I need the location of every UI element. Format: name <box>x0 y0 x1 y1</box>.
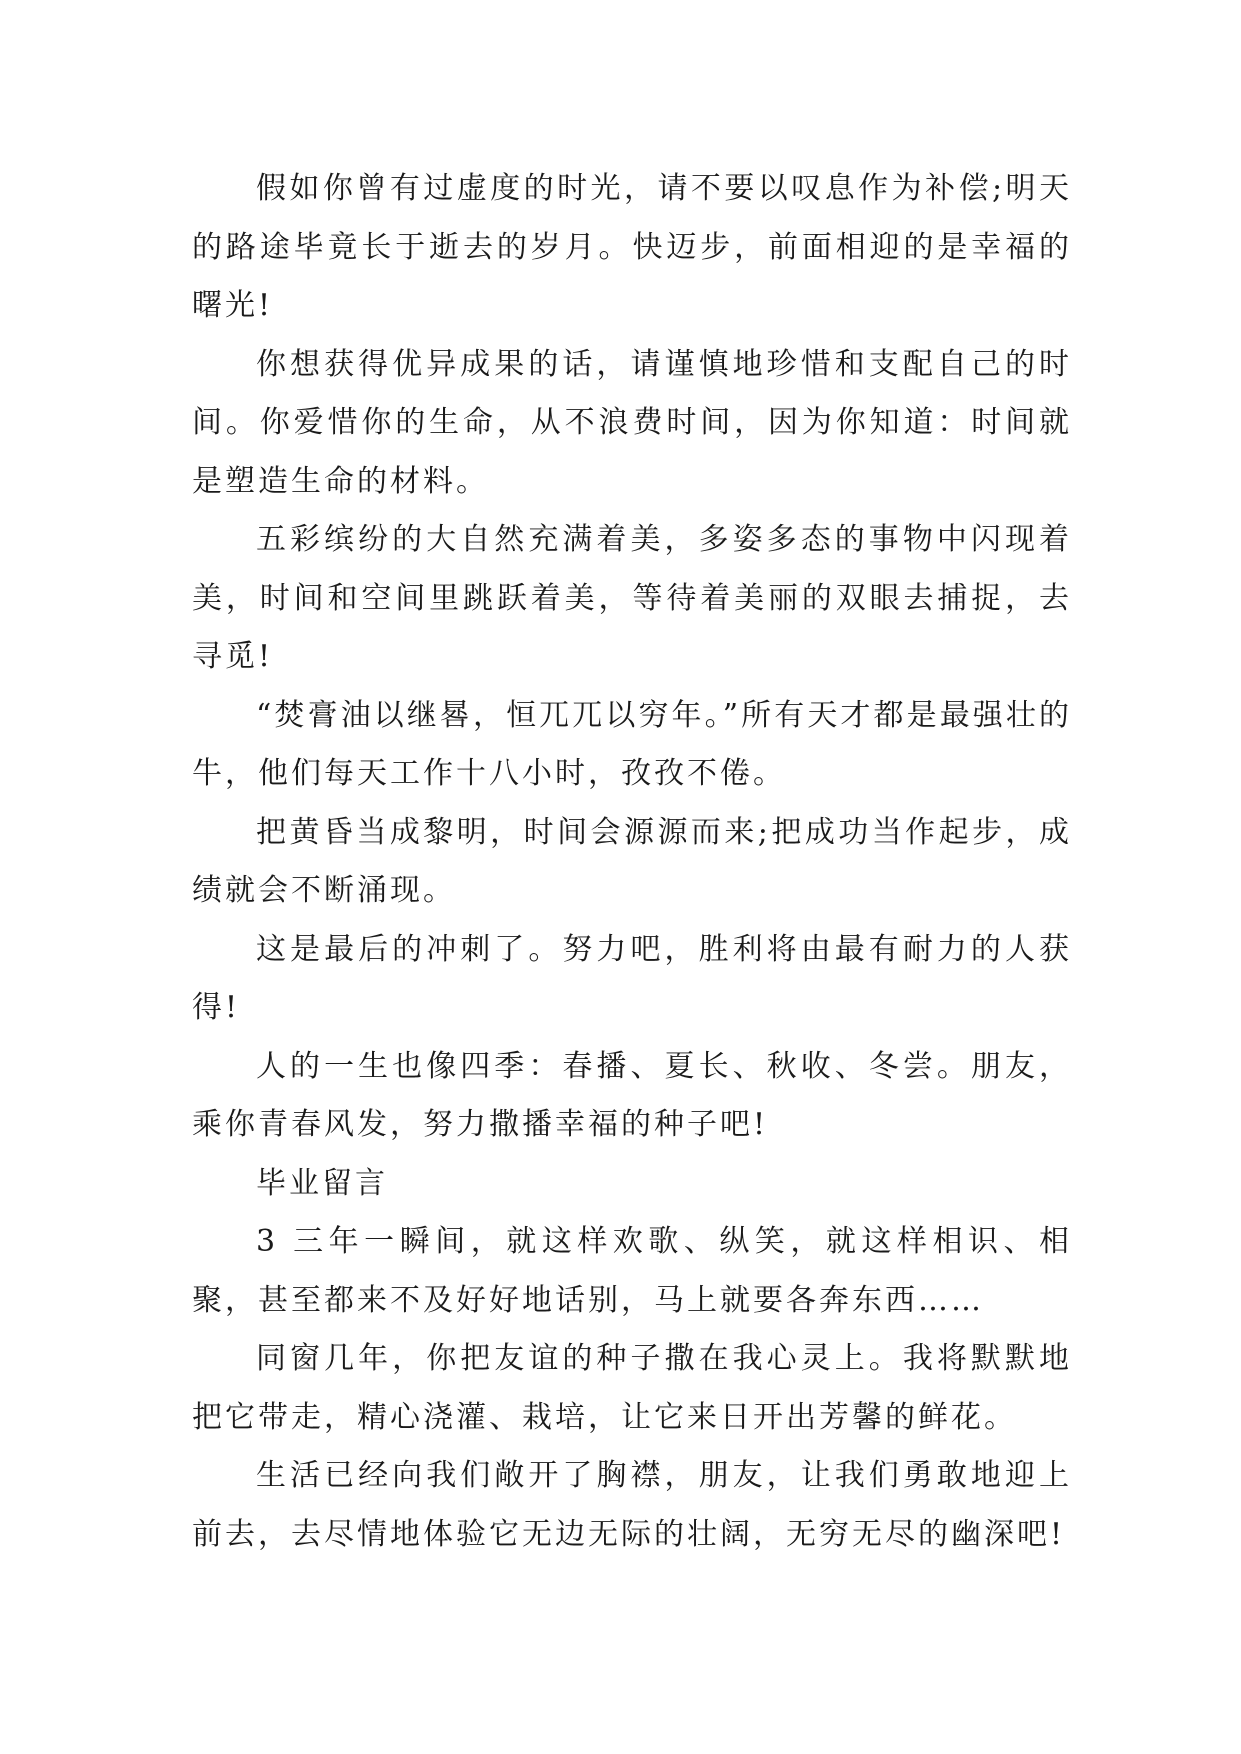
paragraph-5: 把黄昏当成黎明，时间会源源而来;把成功当作起步，成绩就会不断涌现。 <box>192 814 1072 908</box>
document-body <box>192 160 1072 1564</box>
paragraph-8: 3 三年一瞬间，就这样欢歌、纵笑，就这样相识、相聚，甚至都来不及好好地话别，马上就要各奔东西…… <box>192 1224 1072 1318</box>
paragraph-6: 这是最后的冲刺了。努力吧，胜利将由最有耐力的人获得! <box>192 931 1072 1025</box>
paragraph-3: 五彩缤纷的大自然充满着美，多姿多态的事物中闪现着美，时间和空间里跳跃着美，等待着美丽的双眼去捕捉，去寻觅! <box>192 522 1072 674</box>
paragraph-7: 人的一生也像四季：春播、夏长、秋收、冬尝。朋友，乘你青春风发，努力撒播幸福的种子吧! <box>192 1048 1072 1142</box>
paragraph-10: 生活已经向我们敞开了胸襟，朋友，让我们勇敢地迎上前去，去尽情地体验它无边无际的壮阔，无穷无尽的幽深吧! <box>192 1458 1072 1552</box>
paragraph-9: 同窗几年，你把友谊的种子撒在我心灵上。我将默默地把它带走，精心浇灌、栽培，让它来日开出芳馨的鲜花。 <box>192 1341 1072 1435</box>
paragraph-4: “焚膏油以继晷，恒兀兀以穷年。”所有天才都是最强壮的牛，他们每天工作十八小时，孜孜不倦。 <box>192 697 1072 791</box>
paragraph-2: 你想获得优异成果的话，请谨慎地珍惜和支配自己的时间。你爱惜你的生命，从不浪费时间，因为你知道：时间就是塑造生命的材料。 <box>192 346 1072 499</box>
paragraph-1: 假如你曾有过虚度的时光，请不要以叹息作为补偿;明天的路途毕竟长于逝去的岁月。快迈步，前面相迎的是幸福的曙光! <box>192 171 1072 323</box>
section-heading: 毕业留言 <box>256 1165 388 1201</box>
